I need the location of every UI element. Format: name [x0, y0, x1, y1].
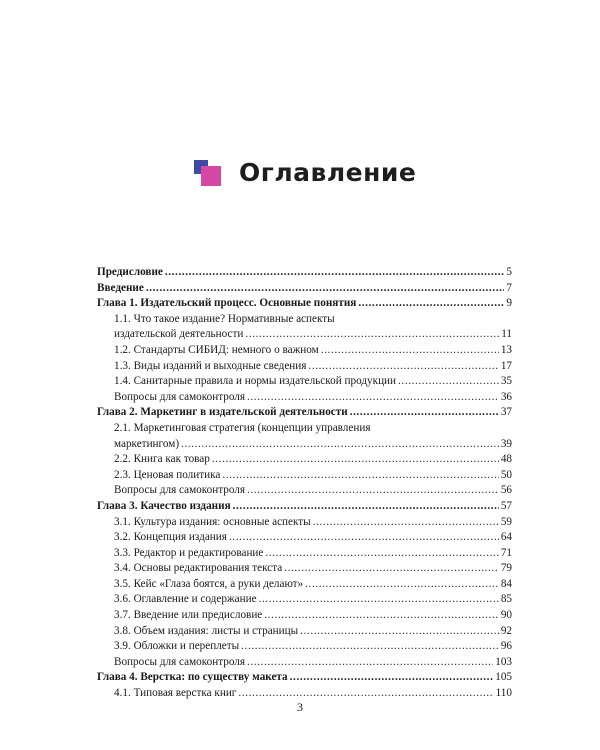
toc-entry-title: 1.1. Что такое издание? Нормативные аспекты: [114, 312, 335, 325]
toc-entry-page: 37: [500, 406, 512, 419]
logo-squares-icon: [193, 155, 225, 187]
logo-pink-square: [201, 166, 221, 186]
toc-leader-dots: [350, 405, 499, 421]
toc-entry-title: Глава 2. Маркетинг в издательской деятельности: [97, 406, 348, 419]
toc-entry: [97, 592, 512, 608]
toc-entry-page: 39: [500, 437, 512, 450]
toc-entry-title: Вопросы для самоконтроля: [114, 484, 245, 497]
toc-leader-dots: [284, 561, 499, 577]
toc-entry: [97, 343, 512, 359]
toc-leader-dots: [265, 546, 498, 562]
toc-entry-page: 13: [500, 343, 512, 356]
toc-leader-dots: [259, 592, 499, 608]
toc-entry: [97, 483, 512, 499]
toc-entry-title: 1.3. Виды изданий и выходные сведения: [114, 359, 307, 372]
toc-leader-dots: [245, 327, 499, 343]
toc-entry: [97, 405, 512, 421]
toc-leader-dots: [229, 530, 499, 546]
toc-leader-dots: [212, 452, 499, 468]
toc-entry: [97, 390, 512, 406]
toc-entry-title: 2.1. Маркетинговая стратегия (концепции управления: [114, 421, 371, 434]
toc-entry: [97, 327, 512, 343]
toc-leader-dots: [305, 577, 499, 593]
heading: [193, 152, 453, 194]
toc-leader-dots: [247, 483, 499, 499]
toc-leader-dots: [308, 359, 498, 375]
toc-entry-page: 11: [501, 328, 512, 341]
toc-leader-dots: [321, 343, 499, 359]
toc-entry-page: 7: [506, 281, 512, 294]
toc-entry-title: Вопросы для самоконтроля: [114, 655, 245, 668]
toc-entry: [97, 670, 512, 686]
toc-entry-title: 3.7. Введение или предисловие: [114, 609, 263, 622]
toc-entry: [97, 561, 512, 577]
toc-entry-page: 64: [500, 531, 512, 544]
toc-entry-title: 1.4. Санитарные правила и нормы издательской продукции: [114, 375, 397, 388]
toc-entry-title: 3.8. Объем издания: листы и страницы: [114, 624, 299, 637]
toc-entry-page: 110: [495, 687, 512, 700]
toc-leader-dots: [313, 515, 499, 531]
toc-entry-title: 3.1. Культура издания: основные аспекты: [114, 515, 311, 528]
toc-entry: [97, 437, 512, 453]
toc-entry-page: 105: [495, 671, 512, 684]
toc-leader-dots: [290, 670, 494, 686]
toc-leader-dots: [222, 468, 498, 484]
toc-entry: [97, 639, 512, 655]
toc-entry-page: 17: [500, 359, 512, 372]
toc-entry-page: 56: [500, 484, 512, 497]
table-of-contents: [97, 265, 512, 702]
toc-entry-title: 3.3. Редактор и редактирование: [114, 546, 264, 559]
toc-entry: [97, 421, 512, 437]
page-number: 3: [297, 700, 303, 714]
toc-entry-title: Глава 3. Качество издания: [97, 499, 231, 512]
toc-leader-dots: [165, 265, 505, 281]
toc-entry-page: 35: [500, 375, 512, 388]
toc-entry-title: издательской деятельности: [114, 328, 244, 341]
toc-leader-dots: [247, 390, 499, 406]
toc-entry-title: Вопросы для самоконтроля: [114, 390, 245, 403]
toc-entry-title: 3.6. Оглавление и содержание: [114, 593, 257, 606]
toc-entry-page: 103: [495, 655, 512, 668]
toc-entry-title: Введение: [97, 281, 144, 294]
toc-entry: [97, 359, 512, 375]
toc-entry-page: 59: [500, 515, 512, 528]
toc-entry: [97, 265, 512, 281]
toc-entry-page: 96: [500, 640, 512, 653]
toc-entry-page: 36: [500, 390, 512, 403]
toc-entry-title: 2.3. Ценовая политика: [114, 468, 221, 481]
toc-entry-title: 3.5. Кейс «Глаза боятся, а руки делают»: [114, 577, 304, 590]
toc-entry: [97, 577, 512, 593]
toc-entry-title: Глава 1. Издательский процесс. Основные понятия: [97, 297, 357, 310]
toc-leader-dots: [233, 499, 499, 515]
toc-entry-page: 57: [500, 499, 512, 512]
toc-entry-page: 48: [500, 453, 512, 466]
toc-entry: [97, 530, 512, 546]
toc-entry: [97, 499, 512, 515]
toc-leader-dots: [300, 624, 499, 640]
toc-entry: [97, 374, 512, 390]
toc-entry-title: Глава 4. Верстка: по существу макета: [97, 671, 288, 684]
toc-leader-dots: [264, 608, 499, 624]
toc-entry: [97, 281, 512, 297]
toc-leader-dots: [247, 655, 493, 671]
toc-entry-page: 85: [500, 593, 512, 606]
toc-leader-dots: [398, 374, 499, 390]
toc-entry-title: 4.1. Типовая верстка книг: [114, 687, 237, 700]
toc-entry: [97, 546, 512, 562]
toc-entry-page: 9: [506, 297, 512, 310]
toc-entry-title: 3.4. Основы редактирования текста: [114, 562, 283, 575]
toc-entry: [97, 608, 512, 624]
toc-entry-page: 84: [500, 577, 512, 590]
toc-entry-page: 92: [500, 624, 512, 637]
toc-entry-page: 90: [500, 609, 512, 622]
toc-entry-title: маркетингом): [114, 437, 180, 450]
toc-entry-title: 3.2. Концепция издания: [114, 531, 227, 544]
toc-entry-page: 71: [500, 546, 512, 559]
toc-entry: [97, 468, 512, 484]
toc-entry-page: 50: [500, 468, 512, 481]
toc-entry-page: 5: [506, 266, 512, 278]
page-title: Оглавление: [239, 158, 417, 187]
toc-leader-dots: [241, 639, 499, 655]
toc-entry-title: 3.9. Обложки и переплеты: [114, 640, 240, 653]
toc-entry: [97, 312, 512, 328]
toc-entry-title: Предисловие: [97, 266, 163, 278]
toc-leader-dots: [181, 437, 499, 453]
toc-entry: [97, 655, 512, 671]
toc-entry-title: 1.2. Стандарты СИБИД: немного о важном: [114, 343, 319, 356]
toc-entry-title: 2.2. Книга как товар: [114, 453, 210, 466]
toc-entry: [97, 452, 512, 468]
toc-entry-page: 79: [500, 562, 512, 575]
toc-entry: [97, 515, 512, 531]
toc-leader-dots: [146, 281, 505, 297]
toc-leader-dots: [358, 296, 504, 312]
toc-entry: [97, 624, 512, 640]
toc-entry: [97, 296, 512, 312]
